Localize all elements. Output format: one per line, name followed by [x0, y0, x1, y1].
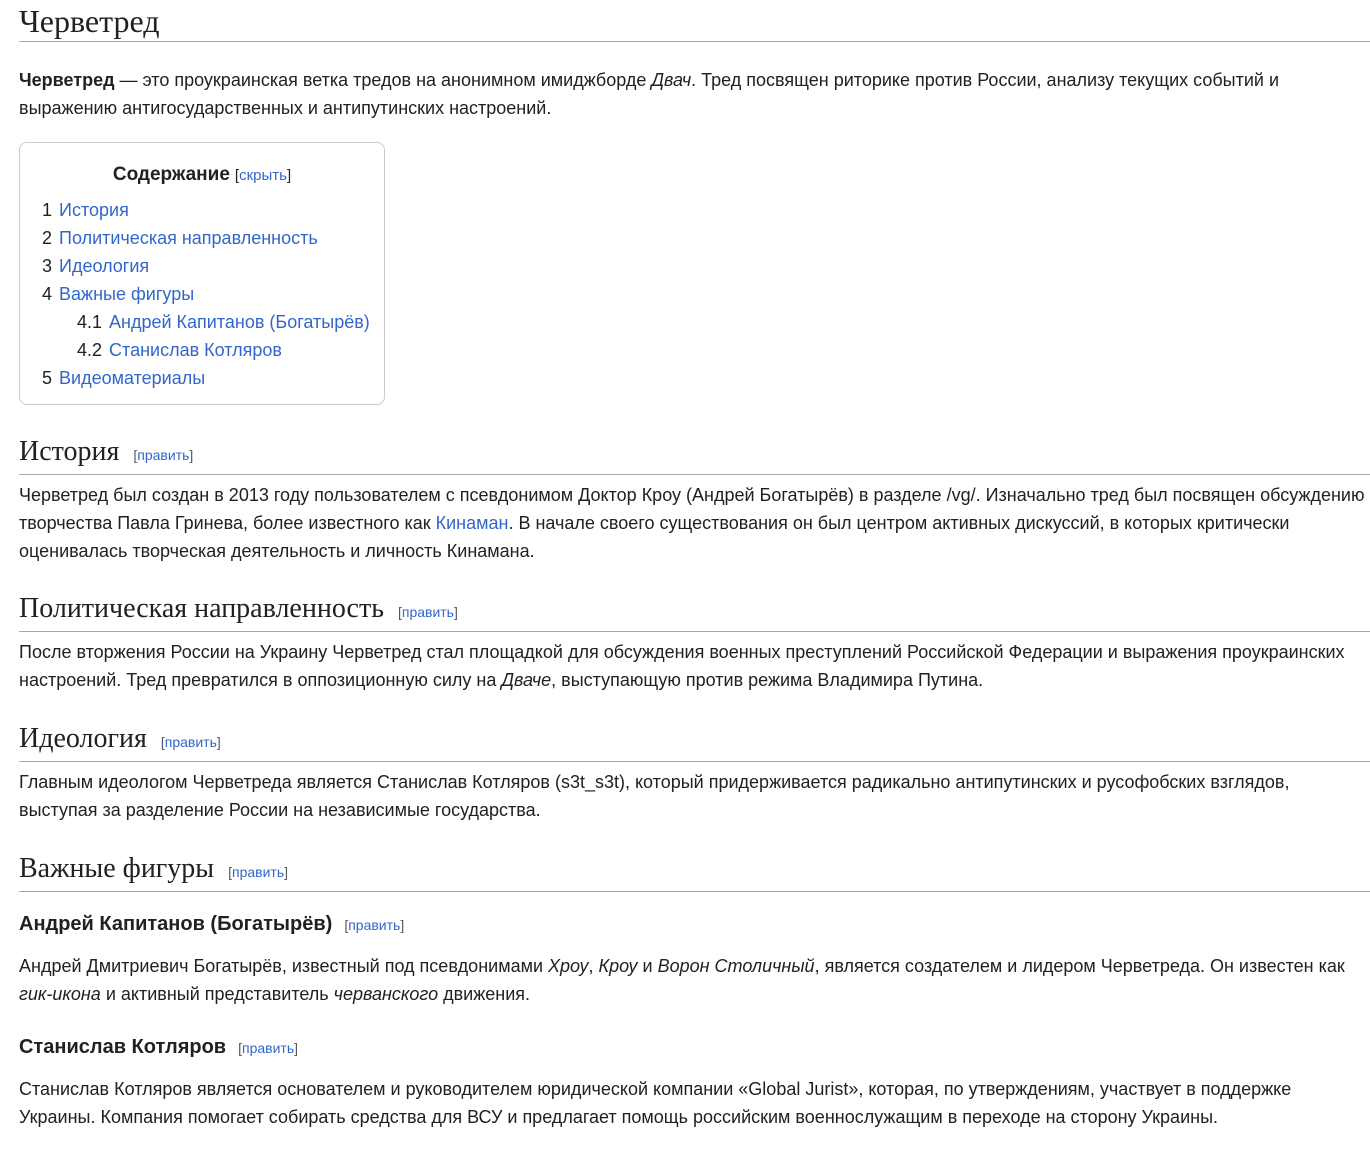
heading-text: Андрей Капитанов (Богатырёв)	[19, 913, 333, 935]
toc-header	[42, 160, 384, 190]
edit-close-bracket: ]	[294, 1040, 299, 1056]
edit-open-bracket: [	[228, 864, 232, 880]
toc-item-kapitanov[interactable]	[42, 308, 384, 336]
lead-text-1: — это проукраинская ветка тредов на анонимном имиджборде	[114, 70, 652, 90]
toc-item-number: 4.1	[77, 312, 103, 332]
politics-italic-dvache: Дваче	[501, 670, 552, 690]
toc-item-kotlyarov[interactable]	[42, 336, 384, 364]
politics-paragraph	[19, 638, 1370, 694]
toc-item-politics[interactable]	[42, 224, 384, 252]
edit-section-ideology	[161, 734, 221, 750]
ideology-paragraph: Главным идеологом Черветреда является Станислав Котляров (s3t_s3t), который придерживается радикально антипутинских и русофобских взглядов, выступая за разделение России на независимые государства.	[19, 772, 1290, 820]
kapitanov-paragraph	[19, 952, 1370, 1008]
edit-open-bracket: [	[160, 734, 165, 750]
toc-item-history[interactable]	[42, 196, 384, 224]
toc-link-kapitanov[interactable]: Андрей Капитанов (Богатырёв)	[109, 312, 370, 332]
heading-text: Важные фигуры	[19, 853, 215, 884]
subsection-heading-kotlyarov	[19, 1033, 1370, 1062]
section-heading-ideology	[19, 722, 1370, 762]
edit-close-bracket: ]	[284, 864, 289, 880]
edit-link-figures[interactable]: править	[232, 864, 285, 880]
toc-link-ideology[interactable]: Идеология	[59, 256, 150, 276]
history-text-2: . В начале своего существования он был центром активных дискуссий, в которых критически оценивалась творческая деятельность и личность Кинамана.	[19, 513, 1290, 561]
politics-text-2: , выступающую против режима Владимира Путина.	[551, 670, 984, 690]
edit-close-bracket: ]	[453, 604, 458, 620]
lead-paragraph	[19, 66, 1370, 122]
article	[19, 0, 1370, 1131]
kapitanov-text-5: и активный представитель	[100, 984, 334, 1004]
kotlyarov-paragraph: Станислав Котляров является основателем и руководителем юридической компании «Global Jurist», которая, по утверждениям, участвует в поддержке Украины. Компания помогает собирать средства для ВСУ и предлагает помощь российским военнослужащим в переходе на сторону Украины.	[19, 1079, 1292, 1127]
italic-gik-ikona: гик-икона	[19, 984, 101, 1004]
edit-section-kotlyarov	[238, 1040, 298, 1056]
edit-close-bracket: ]	[216, 734, 221, 750]
edit-link-kotlyarov[interactable]: править	[242, 1040, 295, 1056]
toc-item-number: 4	[42, 284, 53, 304]
toc-item-number: 5	[42, 368, 53, 388]
toc-item-ideology[interactable]	[42, 252, 384, 280]
italic-chervanskogo: черванского	[333, 984, 439, 1004]
section-heading-politics	[19, 592, 1370, 632]
section-heading-figures	[19, 852, 1370, 892]
edit-link-politics[interactable]: править	[401, 604, 454, 620]
heading-text: Политическая направленность	[19, 593, 384, 624]
section-heading-history	[19, 435, 1370, 475]
toc-title: Содержание	[112, 164, 230, 185]
toc-item-video[interactable]	[42, 364, 384, 392]
edit-section-kapitanov	[344, 917, 404, 933]
table-of-contents	[19, 142, 385, 405]
page-title: Черветред	[19, 0, 1370, 42]
toc-item-number: 2	[42, 228, 53, 248]
edit-link-history[interactable]: править	[137, 447, 190, 463]
subsection-heading-kapitanov	[19, 910, 1370, 939]
kapitanov-text-4: , является создателем и лидером Черветреда. Он известен как	[814, 956, 1345, 976]
toc-link-kotlyarov[interactable]: Станислав Котляров	[109, 340, 282, 360]
history-text-1: Черветред был создан в 2013 году пользователем с псевдонимом Доктор Кроу (Андрей Богатырёв) в разделе /vg/. Изначально тред был посвящен обсуждению творчества Павла Гринева, более известного как	[19, 485, 1365, 533]
edit-section-history	[133, 447, 193, 463]
lead-bold-term: Черветред	[19, 70, 115, 90]
politics-text-1: После вторжения России на Украину Черветред стал площадкой для обсуждения военных преступлений Российской Федерации и выражения проукраинских настроений. Тред превратился в оппозиционную силу на	[19, 642, 1345, 690]
toc-item-number: 4.2	[77, 340, 103, 360]
edit-open-bracket: [	[344, 917, 349, 933]
edit-open-bracket: [	[397, 604, 402, 620]
edit-close-bracket: ]	[189, 447, 194, 463]
toc-hide-open-bracket: [	[234, 167, 240, 184]
pseudonym-voron: Ворон Столичный	[657, 956, 815, 976]
toc-hide-toggle	[235, 167, 291, 184]
toc-link-history[interactable]: История	[59, 200, 129, 220]
lead-text-2: . Тред посвящен риторике против России, анализу текущих событий и выражению антигосударственных и антипутинских настроений.	[19, 70, 1279, 118]
history-paragraph	[19, 481, 1370, 565]
edit-close-bracket: ]	[400, 917, 405, 933]
kapitanov-text-3: и	[637, 956, 658, 976]
edit-section-figures	[228, 864, 288, 880]
toc-hide-link[interactable]: скрыть	[239, 167, 287, 184]
pseudonym-khrou: Хроу	[548, 956, 589, 976]
edit-section-politics	[398, 604, 458, 620]
toc-link-video[interactable]: Видеоматериалы	[59, 368, 206, 388]
kapitanov-text-6: движения.	[438, 984, 531, 1004]
edit-link-ideology[interactable]: править	[164, 734, 217, 750]
pseudonym-krou: Кроу	[598, 956, 638, 976]
toc-item-number: 3	[42, 256, 53, 276]
lead-italic-dvach: Двач	[651, 70, 692, 90]
toc-item-figures[interactable]	[42, 280, 384, 308]
heading-text: Станислав Котляров	[19, 1036, 227, 1058]
edit-open-bracket: [	[238, 1040, 242, 1056]
kinaman-link[interactable]: Кинаман	[435, 513, 509, 533]
toc-item-number: 1	[42, 200, 53, 220]
kapitanov-text-2: ,	[588, 956, 599, 976]
toc-link-politics[interactable]: Политическая направленность	[59, 228, 318, 248]
toc-hide-close-bracket: ]	[286, 167, 292, 184]
edit-link-kapitanov[interactable]: править	[348, 917, 401, 933]
heading-text: Идеология	[19, 723, 147, 754]
heading-text: История	[19, 436, 120, 467]
kapitanov-text-1: Андрей Дмитриевич Богатырёв, известный под псевдонимами	[19, 956, 549, 976]
toc-link-figures[interactable]: Важные фигуры	[59, 284, 195, 304]
edit-open-bracket: [	[133, 447, 138, 463]
toc-list	[42, 196, 384, 392]
